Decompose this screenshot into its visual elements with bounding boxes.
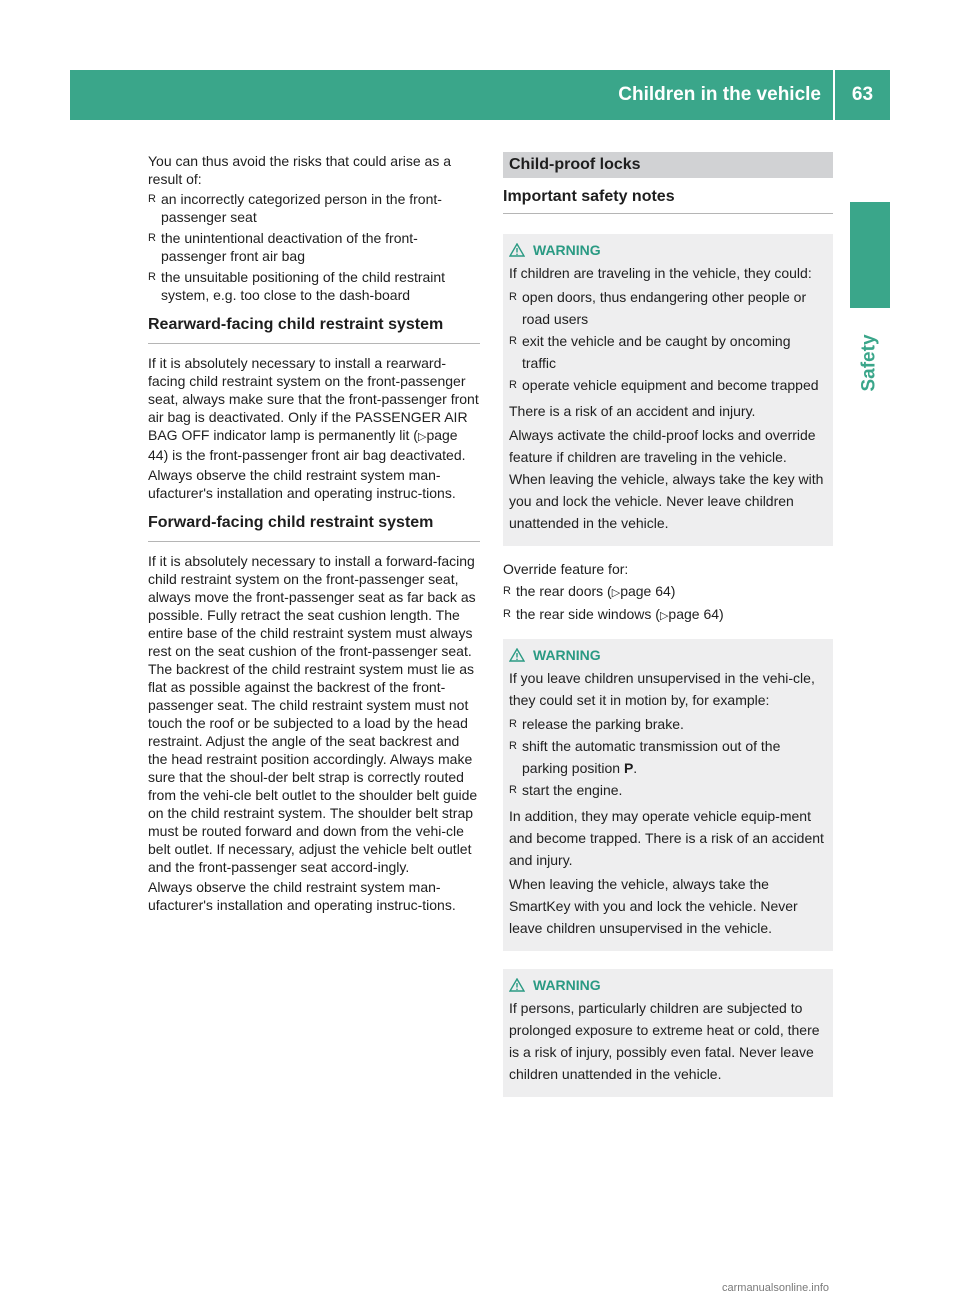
forward-heading: Forward-facing child restraint system (148, 514, 480, 542)
page-ref-link[interactable]: page 64 (620, 583, 671, 599)
warning-label: WARNING (533, 242, 601, 258)
side-marker (850, 202, 890, 308)
warning-box-3 (503, 969, 833, 1097)
list-item: R shift the automatic transmission out of the parking position P. (509, 735, 827, 779)
page-ref-arrow-icon: ▷ (417, 431, 427, 443)
bullet-icon: R (148, 271, 156, 283)
bullet-icon: R (148, 193, 156, 205)
bullet-icon: R (509, 335, 517, 347)
page-ref-arrow-icon: ▷ (611, 587, 621, 599)
bullet-icon: R (503, 608, 511, 620)
list-item: R exit the vehicle and be caught by oncoming traffic (509, 330, 827, 374)
warning-risk: In addition, they may operate vehicle equip-ment and become trapped. There is a risk of an accident and injury. (509, 808, 824, 868)
chapter-title: Children in the vehicle (618, 84, 821, 105)
warning-lead: If children are traveling in the vehicle, they could: (509, 265, 812, 281)
watermark: carmanualsonline.info (722, 1282, 830, 1294)
warning-text: If persons, particularly children are subjected to prolonged exposure to extreme heat or cold, there is a risk of injury, possibly even fatal. Never leave children unattended in the vehicle. (509, 1000, 820, 1082)
warning-header (509, 242, 827, 258)
bullet-icon: R (509, 379, 517, 391)
bullet-icon: R (509, 740, 517, 752)
bullet-icon: R (148, 232, 156, 244)
rearward-instructions: Always observe the child restraint system man-ufacturer's installation and operating instruc-tions. (148, 467, 456, 501)
subheading: Important safety notes (503, 188, 833, 214)
forward-instructions: Always observe the child restraint system man-ufacturer's installation and operating instruc-tions. (148, 879, 456, 913)
override-lead: Override feature for: (503, 561, 629, 577)
side-tab-label: Safety (859, 334, 880, 392)
warning-advice: Always activate the child-proof locks and override feature if children are traveling in the vehicle. When leaving the vehicle, always take the key with you and lock the vehicle. Never leave children unattended in the vehicle. (509, 427, 824, 531)
side-tab (846, 318, 894, 408)
warning-triangle-icon (509, 978, 525, 992)
warning-triangle-icon (509, 243, 525, 257)
bullet-icon: R (503, 585, 511, 597)
page-ref-arrow-icon: ▷ (659, 610, 669, 622)
bullet-icon: R (509, 291, 517, 303)
left-column (148, 152, 480, 916)
section-band: Child-proof locks (503, 152, 833, 178)
warning-label: WARNING (533, 647, 601, 663)
intro-paragraph: You can thus avoid the risks that could arise as a result of: (148, 153, 451, 187)
warning-bullet-list (509, 713, 827, 801)
page-ref-link[interactable]: page 44 (148, 427, 458, 463)
list-item: R start the engine. (509, 779, 827, 801)
bullet-icon: R (509, 718, 517, 730)
warning-box-1 (503, 234, 833, 546)
page-header (70, 70, 890, 120)
list-item: R the unintentional deactivation of the front-passenger front air bag (148, 230, 418, 264)
warning-bullet-list (509, 286, 827, 396)
right-column (503, 152, 833, 1111)
list-item: R operate vehicle equipment and become trapped (509, 374, 827, 396)
forward-paragraph: If it is absolutely necessary to install a forward-facing child restraint system on the front-passenger seat, always move the front-passenger seat as far back as possible. Fully retract the seat cushion length. The entire base of the child restraint system must always rest on the seat cushion of the front-passenger seat. The backrest of the child restraint system must lie as flat as possible against the backrest of the front-passenger seat. The child restraint system must not touch the roof or be subjected to a load by the head restraint. Adjust the angle of the seat backrest and the head restraint position accordingly. Always make sure that the shoul-der belt strap is correctly routed from the vehi-cle belt outlet to the shoulder belt guide on the child restraint system. The shoulder belt strap must be routed forward and down from the vehi-cle belt outlet. If necessary, adjust the vehicle belt outlet and the front-passenger seat accord-ingly. (148, 553, 478, 875)
intro-bullet-list (148, 190, 480, 304)
warning-advice: When leaving the vehicle, always take the SmartKey with you and lock the vehicle. Never leave children unsupervised in the vehicle. (509, 876, 798, 936)
list-item: R release the parking brake. (509, 713, 827, 735)
gear-position-label: P (623, 760, 634, 776)
warning-label: WARNING (533, 977, 601, 993)
bullet-icon: R (509, 784, 517, 796)
page-ref-link[interactable]: page 64 (668, 606, 720, 622)
list-item: R open doors, thus endangering other people or road users (509, 286, 827, 330)
list-item: R an incorrectly categorized person in the front-passenger seat (148, 191, 442, 225)
rearward-heading: Rearward-facing child restraint system (148, 316, 480, 344)
list-item: R the rear side windows (▷page 64) (503, 606, 724, 622)
rearward-paragraph: If it is absolutely necessary to install a rearward-facing child restraint system on the front-passenger seat, always make sure that the front-passenger front air bag is deactivated. Only if the PASSENGER AIR BAG OFF indicator lamp is permanently lit (▷page 44) is the front-passenger front air bag deactivated. (148, 355, 479, 463)
warning-header (509, 977, 827, 993)
list-item: R the unsuitable positioning of the child restraint system, e.g. too close to the dash-board (148, 269, 446, 303)
warning-box-2 (503, 639, 833, 951)
warning-header (509, 647, 827, 663)
page-number: 63 (851, 84, 874, 105)
list-item: R the rear doors (▷page 64) (503, 583, 676, 599)
warning-lead: If you leave children unsupervised in the vehi-cle, they could set it in motion by, for example: (509, 670, 815, 708)
warning-risk: There is a risk of an accident and injury. (509, 403, 756, 419)
warning-triangle-icon (509, 648, 525, 662)
override-bullet-list (503, 582, 833, 625)
